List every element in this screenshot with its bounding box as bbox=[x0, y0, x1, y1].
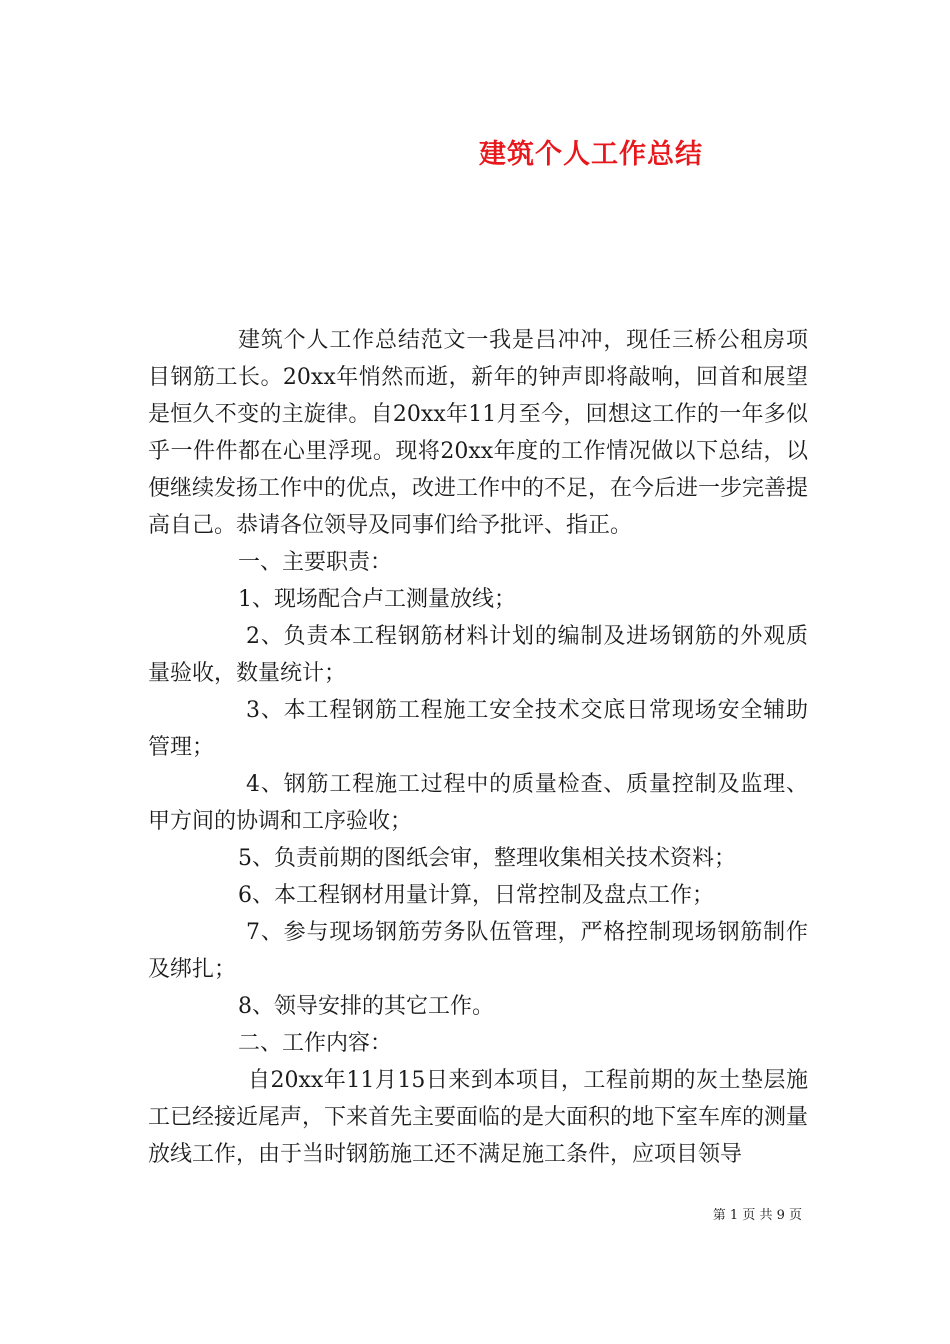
duty-item: 8、领导安排的其它工作。 bbox=[238, 994, 494, 1019]
intro-paragraph: 建筑个人工作总结范文一我是吕冲冲，现任三桥公租房项目钢筋工长。20xx年悄然而逝，新年的钟声即将敲响，回首和展望是恒久不变的主旋律。自20xx年11月至今，回想这工作的一年多似乎一件件都在心里浮现。现将20xx年度的工作情况做以下总结，以便继续发扬工作中的优点，改进工作中的不足，在今后进一步完善提高自己。恭请各位领导及同事们给予批评、指正。 bbox=[148, 328, 809, 538]
duty-item: 1、现场配合卢工测量放线； bbox=[238, 587, 516, 612]
duty-item: 4、钢筋工程施工过程中的质量检查、质量控制及监理、甲方间的协调和工序验收； bbox=[148, 772, 808, 834]
duty-item: 7、参与现场钢筋劳务队伍管理，严格控制现场钢筋制作及绑扎； bbox=[148, 920, 808, 982]
content-paragraph: 自20xx年11月15日来到本项目，工程前期的灰土垫层施工已经接近尾声，下来首先主要面临的是大面积的地下室车库的测量放线工作，由于当时钢筋施工还不满足施工条件，应项目领导 bbox=[148, 1068, 809, 1167]
page-number: 第 1 页 共 9 页 bbox=[712, 1208, 802, 1223]
document-title: 建筑个人工作总结 bbox=[479, 139, 703, 170]
duty-item: 2、负责本工程钢筋材料计划的编制及进场钢筋的外观质量验收，数量统计； bbox=[148, 624, 808, 686]
duty-item: 3、本工程钢筋工程施工安全技术交底日常现场安全辅助管理； bbox=[148, 698, 808, 760]
section-heading-duties: 一、主要职责： bbox=[238, 550, 393, 575]
duty-item: 6、本工程钢材用量计算，日常控制及盘点工作； bbox=[238, 883, 714, 908]
section-heading-content: 二、工作内容： bbox=[238, 1031, 393, 1056]
document-body bbox=[148, 322, 808, 1173]
duty-item: 5、负责前期的图纸会审，整理收集相关技术资料； bbox=[238, 846, 736, 871]
